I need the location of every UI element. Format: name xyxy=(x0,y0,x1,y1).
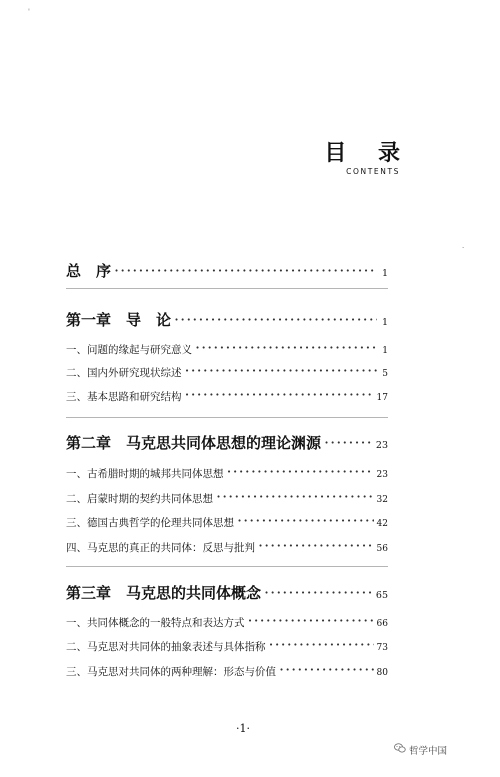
toc-entry-page: 5 xyxy=(382,369,388,379)
toc-entry-page: 1 xyxy=(381,268,388,279)
page-number: ·1· xyxy=(236,722,250,735)
toc-entry-section[interactable] xyxy=(66,385,388,404)
toc-leader xyxy=(264,583,373,602)
toc-entry-label: 第三章 马克思的共同体概念 xyxy=(66,584,262,602)
toc-entry-page: 66 xyxy=(376,619,388,629)
toc-leader xyxy=(174,310,377,329)
toc-entry-label: 二、启蒙时期的契约共同体思想 xyxy=(66,493,213,505)
corner-mark: . xyxy=(462,242,465,250)
toc-entry-page: 1 xyxy=(381,317,388,328)
toc-entry-page: 32 xyxy=(376,495,388,505)
toc-entry-section[interactable] xyxy=(66,660,388,679)
toc-entry-page: 56 xyxy=(376,544,388,554)
toc-entry-label: 三、马克思对共同体的两种理解：形态与价值 xyxy=(66,666,276,678)
page-title: 目 录 xyxy=(324,140,412,166)
watermark xyxy=(394,742,447,757)
toc-entry-page: 73 xyxy=(376,643,388,653)
toc-leader xyxy=(279,660,374,679)
toc-leader xyxy=(248,611,374,630)
toc-leader xyxy=(185,361,378,380)
toc-leader xyxy=(185,385,374,404)
toc-entry-section[interactable] xyxy=(66,635,388,654)
toc-entry-chapter-3[interactable] xyxy=(66,582,388,603)
toc-entry-section[interactable] xyxy=(66,338,388,357)
toc-entry-label: 一、问题的缘起与研究意义 xyxy=(66,344,192,356)
toc-leader xyxy=(269,635,374,654)
toc-leader xyxy=(324,433,373,452)
toc-leader xyxy=(227,462,374,481)
wechat-icon xyxy=(394,742,406,757)
toc-leader xyxy=(195,338,377,357)
toc-entry-label: 总 序 xyxy=(66,262,112,280)
page-subtitle: CONTENTS xyxy=(346,167,400,176)
contents-heading xyxy=(290,140,412,176)
toc-entry-page: 42 xyxy=(376,519,388,529)
toc-entry-label: 第一章 导 论 xyxy=(66,311,172,329)
toc-entry-page: 17 xyxy=(376,393,388,403)
toc-entry-chapter-2[interactable] xyxy=(66,432,388,453)
toc-entry-chapter-1[interactable] xyxy=(66,309,388,330)
toc-entry-section[interactable] xyxy=(66,611,388,630)
toc-entry-page: 1 xyxy=(382,346,388,356)
toc-entry-label: 四、马克思的真正的共同体：反思与批判 xyxy=(66,542,255,554)
toc-entry-section[interactable] xyxy=(66,536,388,555)
toc-entry-page: 23 xyxy=(376,470,388,480)
toc-leader xyxy=(237,511,374,530)
toc-entry-section[interactable] xyxy=(66,462,388,481)
toc-entry-page: 80 xyxy=(376,668,388,678)
toc-entry-label: 三、基本思路和研究结构 xyxy=(66,391,182,403)
toc-entry-preface[interactable] xyxy=(66,260,388,281)
toc-leader xyxy=(258,536,374,555)
toc-entry-label: 二、国内外研究现状综述 xyxy=(66,367,182,379)
toc-entry-label: 一、古希腊时期的城邦共同体思想 xyxy=(66,468,224,480)
toc-entry-section[interactable] xyxy=(66,361,388,380)
toc-entry-section[interactable] xyxy=(66,487,388,506)
toc-leader xyxy=(114,261,377,280)
toc-entry-label: 一、共同体概念的一般特点和表达方式 xyxy=(66,617,245,629)
corner-mark: ' xyxy=(28,8,30,16)
toc-entry-page: 23 xyxy=(375,440,388,451)
toc-entry-label: 二、马克思对共同体的抽象表述与具体指称 xyxy=(66,641,266,653)
watermark-text: 哲学中国 xyxy=(409,745,448,757)
section-divider xyxy=(66,417,388,418)
section-divider xyxy=(66,566,388,567)
toc-entry-label: 三、德国古典哲学的伦理共同体思想 xyxy=(66,517,234,529)
section-divider xyxy=(66,288,388,289)
toc-entry-label: 第二章 马克思共同体思想的理论渊源 xyxy=(66,434,322,452)
toc-entry-page: 65 xyxy=(375,590,388,601)
toc-leader xyxy=(216,487,374,506)
toc-entry-section[interactable] xyxy=(66,511,388,530)
